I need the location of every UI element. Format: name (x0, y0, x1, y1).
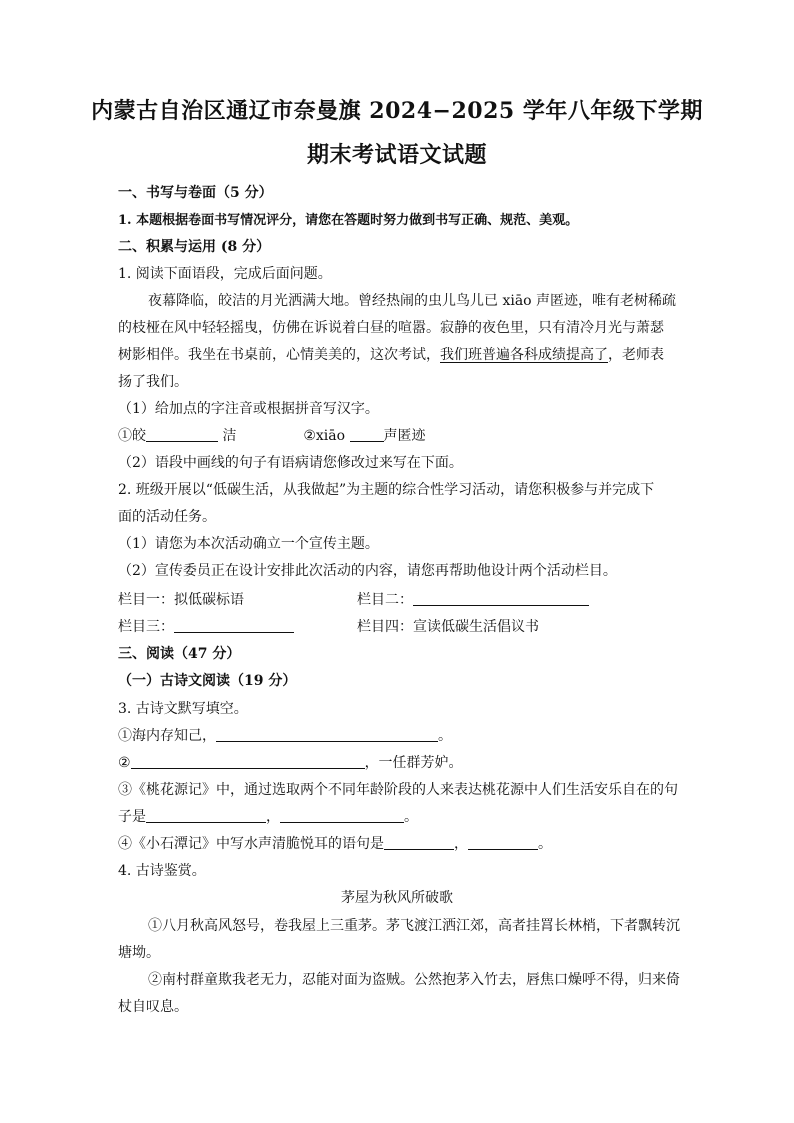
q3-d-text: ④《小石潭记》中写水声清脆悦耳的语句是 (118, 836, 384, 852)
q3-d-end: 。 (538, 836, 552, 852)
q3-item-c-line1: ③《桃花源记》中，通过选取两个不同年龄阶段的人来表达桃花源中人们生活安乐自在的句 (118, 782, 678, 798)
section3-subheading: （一）古诗文阅读（19 分） (118, 673, 297, 689)
fill-a-suffix: 洁 (222, 428, 237, 444)
q3-a-text: ①海内存知己， (118, 728, 216, 744)
passage-line3-start: 树影相伴。我坐在书桌前，心情美美的，这次考试， (118, 347, 440, 363)
q3-a-blank[interactable] (216, 727, 438, 742)
fill-b-suffix: 声匿迹 (383, 428, 426, 444)
q3-c-blank2[interactable] (280, 808, 404, 823)
q3-d-blank2[interactable] (468, 835, 538, 850)
column-two (357, 589, 589, 609)
q2-sub1: （1）请您为本次活动确立一个宣传主题。 (118, 536, 379, 552)
poem-p2-line2: 杖自叹息。 (118, 999, 188, 1015)
q3-c-end: 。 (404, 809, 418, 825)
passage-line3-end: ，老师表 (608, 347, 664, 363)
q3-item-c-line2 (118, 806, 418, 826)
underlined-sentence: 我们班普遍各科成绩提高了 (440, 347, 608, 363)
q1-fill-row (118, 425, 426, 445)
poem-p1-line2: 塘坳。 (118, 945, 160, 961)
passage-line3 (118, 344, 664, 364)
section1-question1: 1. 本题根据卷面书写情况评分，请您在答题时努力做到书写正确、规范、美观。 (118, 213, 579, 228)
column-one: 栏目一：拟低碳标语 (118, 592, 244, 608)
q3-c-blank1[interactable] (146, 808, 266, 823)
q3-b-end: ，一任群芳妒。 (364, 755, 463, 771)
passage-line2: 的枝桠在风中轻轻摇曳，仿佛在诉说着白昼的喧嚣。寂静的夜色里，只有清冷月光与萧瑟 (118, 320, 664, 336)
q2-line1: 2. 班级开展以“低碳生活，从我做起”为主题的综合性学习活动，请您积极参与并完成下 (118, 482, 655, 498)
q1-sub2: （2）语段中画线的句子有语病请您修改过来写在下面。 (118, 455, 463, 471)
exam-title-line2: 期末考试语文试题 (306, 142, 487, 168)
column-two-label: 栏目二： (357, 592, 413, 608)
column-three-label: 栏目三： (118, 619, 174, 635)
answer-blank-a[interactable] (146, 427, 218, 442)
fill-b-label: ②xiāo (303, 428, 346, 444)
q3-b-text: ② (118, 755, 131, 771)
poem-p2-line1: ②南村群童欺我老无力，忍能对面为盗贼。公然抱茅入竹去，唇焦口燥呼不得，归来倚 (148, 972, 680, 988)
q1-intro: 1. 阅读下面语段，完成后面问题。 (118, 266, 332, 282)
q3-b-blank[interactable] (131, 754, 365, 769)
q3-a-end: 。 (438, 728, 452, 744)
q3-d-blank1[interactable] (384, 835, 454, 850)
q3-d-comma: ， (454, 836, 468, 852)
poem-title: 茅屋为秋风所破歌 (341, 890, 453, 906)
q3-item-a (118, 725, 452, 745)
column-three-blank[interactable] (174, 618, 294, 633)
q2-sub2: （2）宣传委员正在设计安排此次活动的内容，请您再帮助他设计两个活动栏目。 (118, 563, 617, 579)
fill-a-label: ①皎 (118, 428, 146, 444)
passage-line1: 夜幕降临，皎洁的月光洒满大地。曾经热闹的虫儿鸟儿已 xiāo 声匿迹，唯有老树稀疏 (148, 293, 677, 309)
section2-heading: 二、积累与运用 (8 分） (118, 239, 271, 255)
q3-item-d (118, 833, 552, 853)
q3-c-comma: ， (266, 809, 280, 825)
column-four: 栏目四：宣读低碳生活倡议书 (357, 619, 539, 635)
q4-intro: 4. 古诗鉴赏。 (118, 863, 206, 879)
column-three (118, 616, 294, 636)
column-two-blank[interactable] (413, 591, 589, 606)
answer-blank-b[interactable] (350, 427, 384, 442)
passage-line4: 扬了我们。 (118, 374, 188, 390)
poem-p1-line1: ①八月秋高风怒号，卷我屋上三重茅。茅飞渡江洒江郊，高者挂罥长林梢，下者飘转沉 (148, 918, 680, 934)
section1-heading: 一、书写与卷面（5 分） (118, 185, 273, 201)
q1-sub1: （1）给加点的字注音或根据拼音写汉字。 (118, 401, 379, 417)
q3-item-b (118, 752, 463, 772)
exam-title-line1: 内蒙古自治区通辽市奈曼旗 2024−2025 学年八年级下学期 (91, 98, 703, 124)
q3-intro: 3. 古诗文默写填空。 (118, 701, 248, 717)
q2-line2: 面的活动任务。 (118, 509, 216, 525)
section3-heading: 三、阅读（47 分） (118, 646, 241, 662)
q3-c-text: 子是 (118, 809, 146, 825)
